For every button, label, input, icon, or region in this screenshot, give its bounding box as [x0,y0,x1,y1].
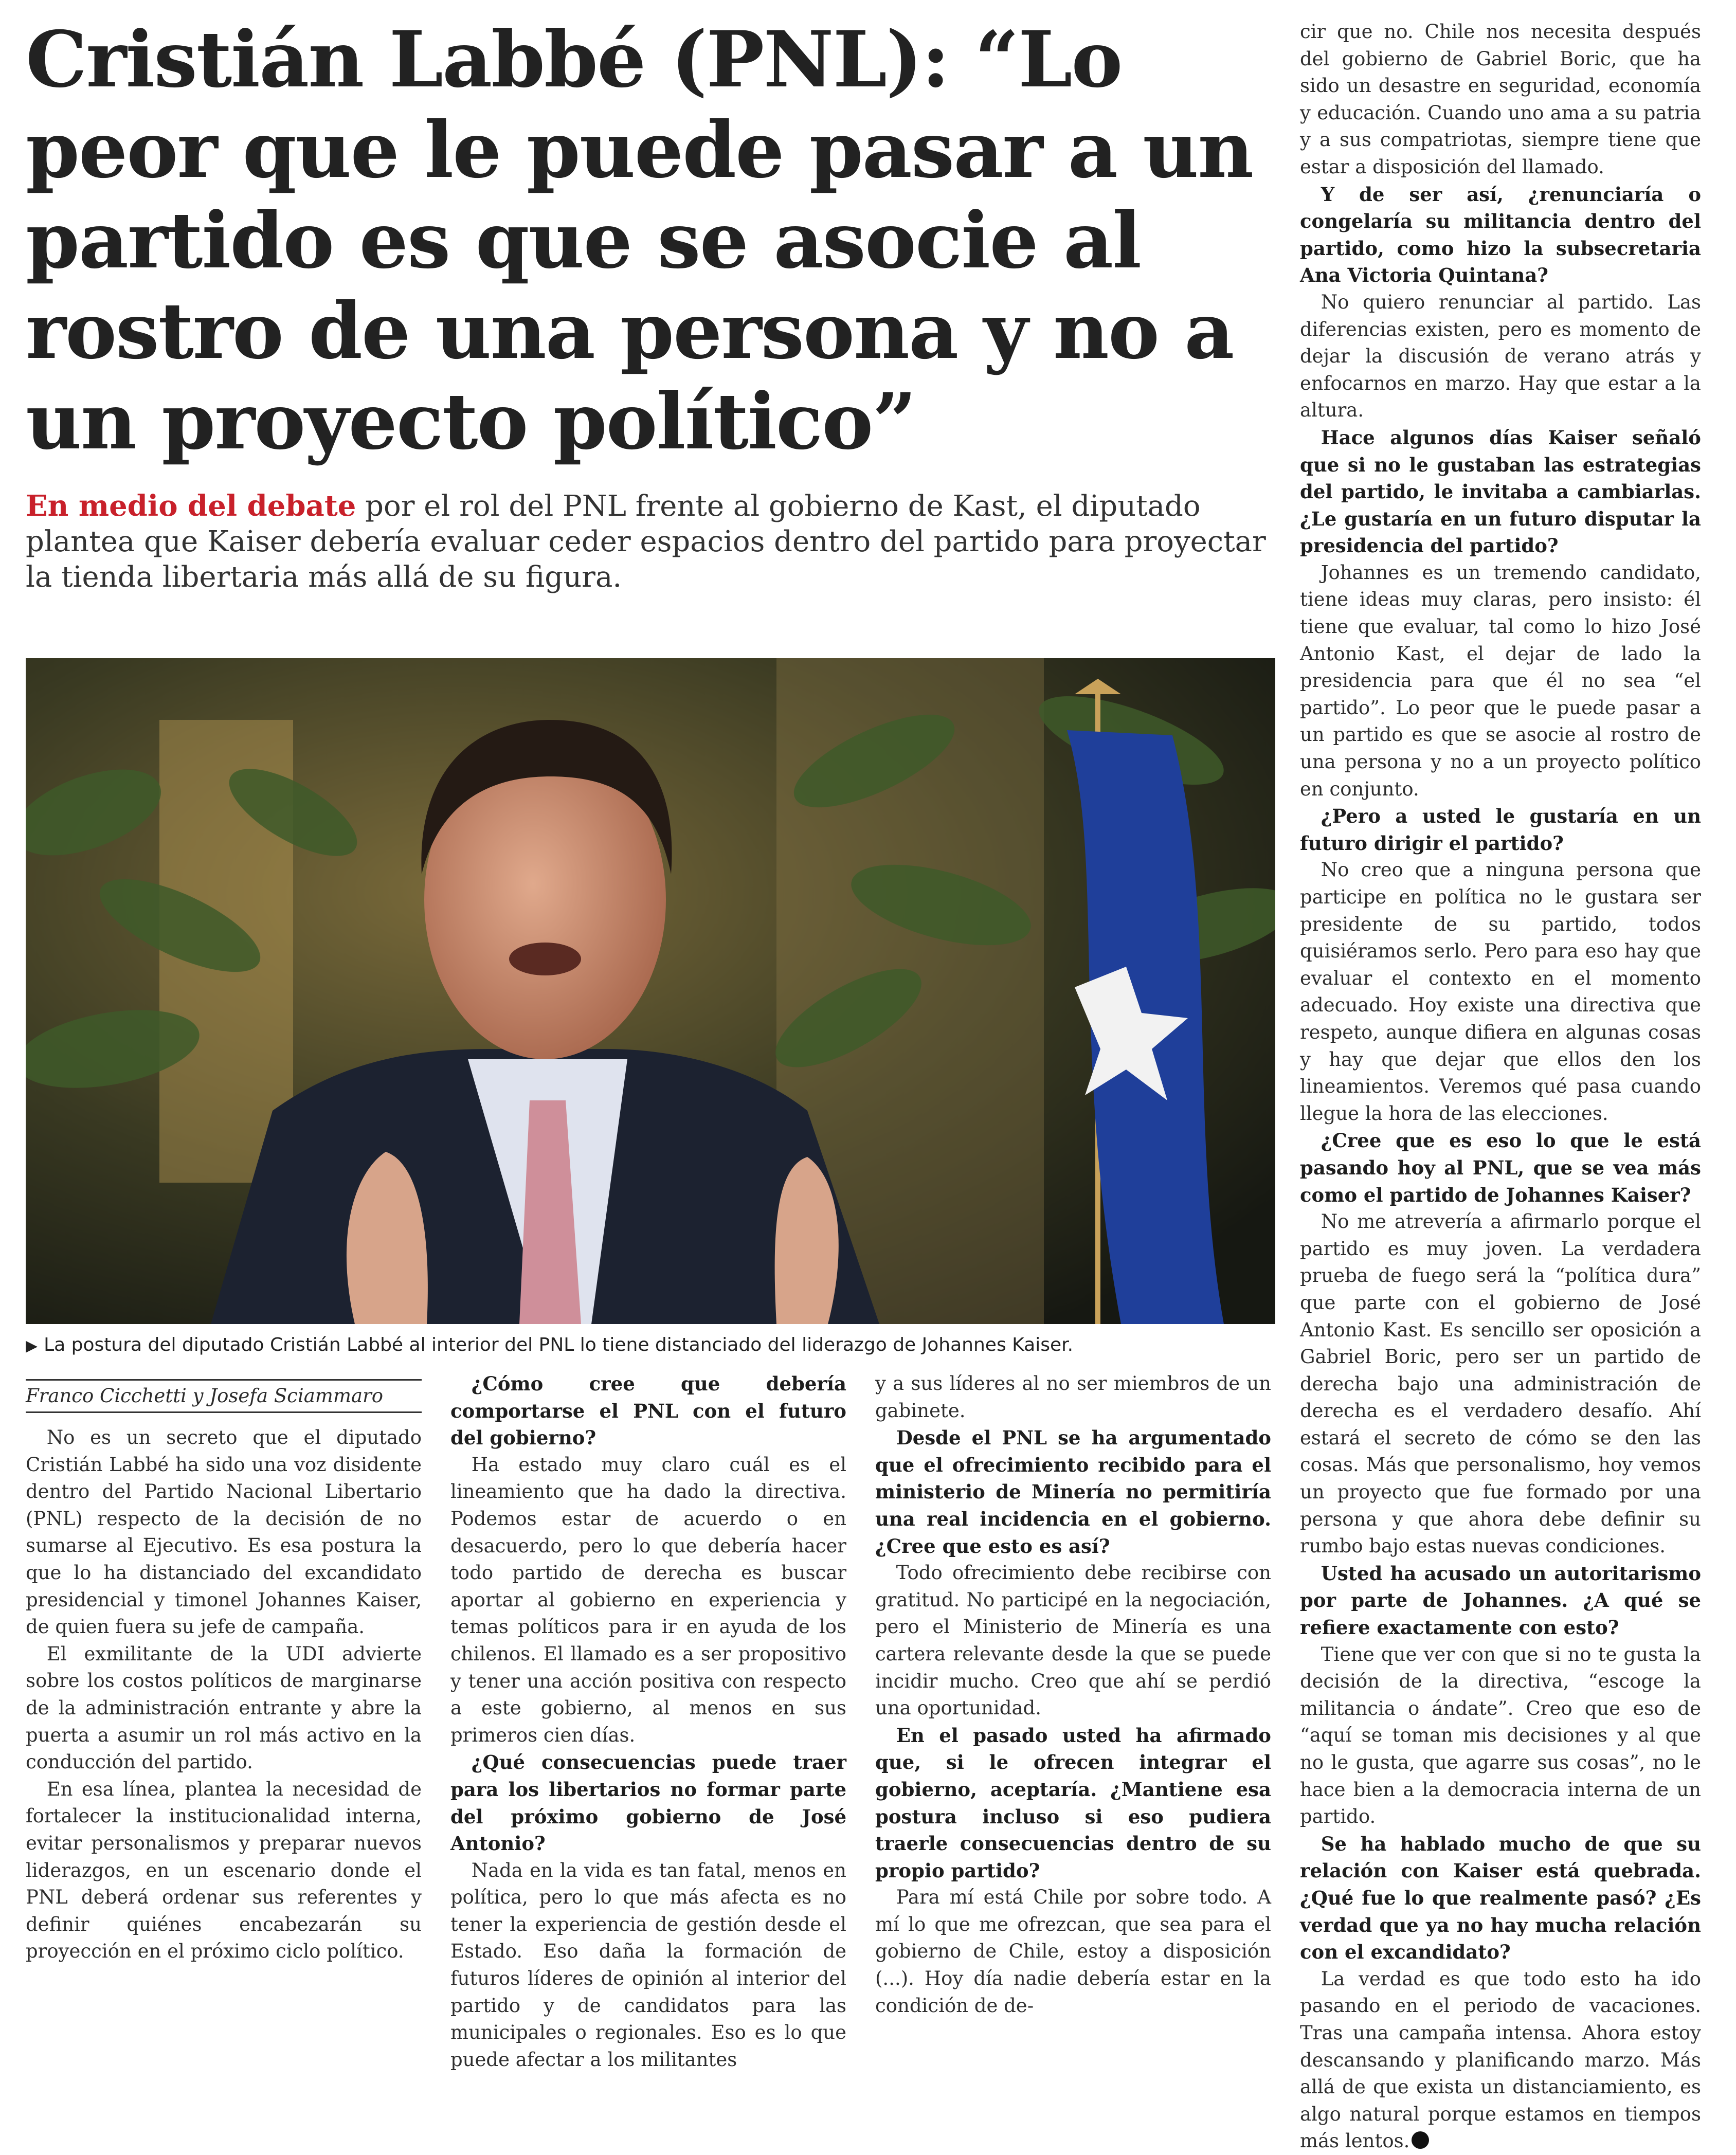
body-paragraph: Para mí está Chile por sobre todo. A mí lo que me ofrezcan, que sea para el gobierno de Chile, estoy a disposición (...). Hoy día nadie debería estar en la condición de de- [875,1886,1271,2017]
body-paragraph: Tiene que ver con que si no te gusta la decisión de la directiva, “escoge la militancia o ándate”. Creo que eso de “aquí se toman mis decisiones y al que no le gusta, que agarre sus cosas”, no le hace bien a la democracia interna de un partido. [1300,1643,1701,1828]
deck-lead: En medio del debate [26,489,356,523]
headline: Cristián Labbé (PNL): “Lo peor que le puede pasar a un partido es que se asocie al rostro de una persona y no a un proyecto político” [26,14,1253,467]
body-paragraph: No es un secreto que el diputado Cristián Labbé ha sido una voz disidente dentro del Partido Nacional Libertario (PNL) respecto de la decisión de no sumarse al Ejecutivo. Es esa postura la que lo ha distanciado del excandidato presidencial y timonel Johannes Kaiser, de quien fuera su jefe de campaña. [26,1426,422,1638]
interview-question: Se ha hablado mucho de que su relación con Kaiser está quebrada. ¿Qué fue lo que realmente pasó? ¿Es verdad que ya no hay mucha relación con el excandidato? [1300,1832,1701,1964]
body-paragraph: No me atrevería a afirmarlo porque el partido es muy joven. La verdadera prueba de fuego será la “política dura” que parte con el gobierno de José Antonio Kast. Es sencillo ser oposición a Gabriel Boric, pero ser un partido de derecha bajo una administración de derecha es el verdadero desafío. Ahí estará el secreto de cómo se den las cosas. Más que personalismo, hoy vemos un proyecto que fue formado por una persona y que ahora debe definir su rumbo bajo estas nuevas condiciones. [1300,1210,1701,1558]
column-3 [875,1370,1271,2019]
interview-question: ¿Cómo cree que debería comportarse el PNL con el futuro del gobierno? [450,1372,846,1450]
column-1 [26,1424,422,1965]
deck [26,488,1275,595]
interview-question: Desde el PNL se ha argumentado que el ofrecimiento recibido para el ministerio de Minería no permitiría una real incidencia en el gobierno. ¿Cree que esto es así? [875,1426,1271,1558]
body-paragraph: Todo ofrecimiento debe recibirse con gratitud. No participé en la negociación, pero el Ministerio de Minería es una cartera relevante desde la que se puede incidir mucho. Creo que ahí se perdió una oportunidad. [875,1562,1271,1719]
body-paragraph: cir que no. Chile nos necesita después del gobierno de Gabriel Boric, que ha sido un desastre en seguridad, economía y educación. Cuando uno ama a su patria y a sus compatriotas, siempre tiene que estar a disposición del llamado. [1300,21,1701,178]
interview-question: En el pasado usted ha afirmado que, si le ofrecen integrar el gobierno, aceptaría. ¿Mantiene esa postura incluso si eso pudiera traerle consecuencias dentro de su propio partido? [875,1724,1271,1882]
body-paragraph: No quiero renunciar al partido. Las diferencias existen, pero es momento de dejar la discusión de verano atrás y enfocarnos en marzo. Hay que estar a la altura. [1300,291,1701,422]
photo-illustration [26,658,1275,1324]
interview-question: Hace algunos días Kaiser señaló que si no le gustaban las estrategias del partido, le invitaba a cambiarlas. ¿Le gustaría en un futuro disputar la presidencia del partido? [1300,426,1701,557]
interview-question: ¿Qué consecuencias puede traer para los libertarios no formar parte del próximo gobierno de José Antonio? [450,1751,846,1855]
interview-question: ¿Cree que es eso lo que le está pasando hoy al PNL, que se vea más como el partido de Johannes Kaiser? [1300,1129,1701,1206]
body-paragraph: En esa línea, plantea la necesidad de fortalecer la institucionalidad interna, evitar personalismos y preparar nuevos liderazgos, en un escenario donde el PNL deberá ordenar sus referentes y definir quiénes encabezarán su proyección en el próximo ciclo político. [26,1778,422,1963]
interview-question: ¿Pero a usted le gustaría en un futuro dirigir el partido? [1300,805,1701,855]
interview-question: Y de ser así, ¿renunciaría o congelaría su militancia dentro del partido, como hizo la subsecretaria Ana Victoria Quintana? [1300,183,1701,287]
interview-question: Usted ha acusado un autoritarismo por parte de Johannes. ¿A qué se refiere exactamente con esto? [1300,1562,1701,1639]
deck-text: por el rol del PNL frente al gobierno de Kast, el diputado plantea que Kaiser debería evaluar ceder espacios dentro del partido para proyectar la tienda libertaria más allá de su figura. [26,490,1266,594]
column-4 [1300,19,1701,2155]
column-2 [450,1370,846,2073]
body-paragraph: Johannes es un tremendo candidato, tiene ideas muy claras, pero insisto: él tiene que evaluar, tal como lo hizo José Antonio Kast, el dejar de lado la presidencia para que él no sea “el partido”. Lo peor que le puede pasar a un partido es que se asocie al rostro de una persona y no a un proyecto político en conjunto. [1300,561,1701,800]
body-paragraph: y a sus líderes al no ser miembros de un gabinete. [875,1372,1271,1422]
byline: Franco Cicchetti y Josefa Sciammaro [26,1379,422,1413]
play-triangle-icon: ▶ [26,1337,38,1355]
body-paragraph: Nada en la vida es tan fatal, menos en política, pero lo que más afecta es no tener la experiencia de gestión desde el Estado. Eso daña la formación de futuros líderes de opinión al interior del partido y de candidatos para las municipales o regionales. Eso es lo que puede afectar a los militantes [450,1859,846,2071]
end-of-article-dot-icon [1412,2131,1429,2149]
body-paragraph: Ha estado muy claro cuál es el lineamiento que ha dado la directiva. Podemos estar de acuerdo o en desacuerdo, pero lo que debería hacer todo partido de derecha es buscar aportar al gobierno en experiencia y temas políticos para ir en ayuda de los chilenos. El llamado es a ser propositivo y tener una acción positiva con respecto a este gobierno, al menos en sus primeros cien días. [450,1453,846,1746]
body-paragraph: La verdad es que todo esto ha ido pasando en el periodo de vacaciones. Tras una campaña intensa. Ahora estoy descansando y planificando marzo. Más allá de que exista un distanciamiento, es algo natural porque estamos en tiempos más lentos. [1300,1967,1701,2152]
body-paragraph: No creo que a ninguna persona que participe en política no le gustara ser presidente de su partido, todos quisiéramos serlo. Pero para eso hay que evaluar el contexto en el momento adecuado. Hoy existe una directiva que respeto, aunque difiera en algunas cosas y hay que dejar que ellos den los lineamientos. Veremos qué pasa cuando llegue la hora de las elecciones. [1300,859,1701,1125]
photo-caption [26,1332,1275,1360]
article-photo [26,658,1275,1324]
body-paragraph: El exmilitante de la UDI advierte sobre los costos políticos de marginarse de la administración entrante y abre la puerta a asumir un rol más activo en la conducción del partido. [26,1642,422,1773]
caption-text: La postura del diputado Cristián Labbé al interior del PNL lo tiene distanciado del liderazgo de Johannes Kaiser. [44,1334,1074,1355]
